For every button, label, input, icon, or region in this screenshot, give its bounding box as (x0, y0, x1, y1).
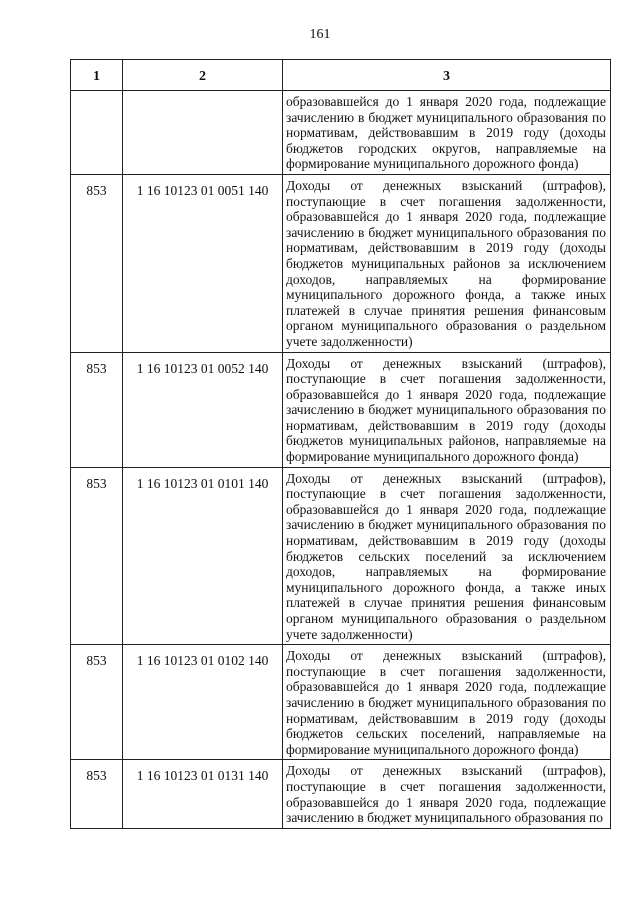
header-col-2: 2 (123, 60, 283, 91)
table-row (71, 645, 611, 760)
budget-code-cell: 1 16 10123 01 0101 140 (123, 467, 283, 645)
admin-code-cell: 853 (71, 760, 123, 828)
table-row (71, 760, 611, 828)
page-number: 161 (309, 27, 331, 42)
income-codes-table (70, 59, 611, 829)
description-cell: Доходы от денежных взысканий (штрафов), поступающие в счет погашения задолженности, образовавшейся до 1 января 2020 года, подлежащие зачислению в бюджет муниципального образования по нормативам, действовавшим в 2019 году (доходы бюджетов сельских поселений, направляемые на формирование муниципального дорожного фонда) (283, 645, 611, 760)
admin-code-cell: 853 (71, 352, 123, 467)
description-cell: образовавшейся до 1 января 2020 года, подлежащие зачислению в бюджет муниципального образования по нормативам, действовавшим в 2019 году (доходы бюджетов городских округов, направляемые на формирование муниципального дорожного фонда) (283, 91, 611, 175)
header-col-3: 3 (283, 60, 611, 91)
description-cell: Доходы от денежных взысканий (штрафов), поступающие в счет погашения задолженности, образовавшейся до 1 января 2020 года, подлежащие зачислению в бюджет муниципального образования по (283, 760, 611, 828)
table-row (71, 467, 611, 645)
table-header-row (71, 60, 611, 91)
description-cell: Доходы от денежных взысканий (штрафов), поступающие в счет погашения задолженности, образовавшейся до 1 января 2020 года, подлежащие зачислению в бюджет муниципального образования по нормативам, действовавшим в 2019 году (доходы бюджетов сельских поселений за исключением доходов, направляемых на формирование муниципального дорожного фонда, а также иных платежей в случае принятия решения финансовым органом муниципального образования о раздельном учете задолженности) (283, 467, 611, 645)
description-cell: Доходы от денежных взысканий (штрафов), поступающие в счет погашения задолженности, образовавшейся до 1 января 2020 года, подлежащие зачислению в бюджет муниципального образования по нормативам, действовавшим в 2019 году (доходы бюджетов муниципальных районов, направляемые на формирование муниципального дорожного фонда) (283, 352, 611, 467)
table-row (71, 91, 611, 175)
budget-code-cell: 1 16 10123 01 0051 140 (123, 174, 283, 352)
budget-code-cell: 1 16 10123 01 0052 140 (123, 352, 283, 467)
admin-code-cell (71, 91, 123, 175)
table-row (71, 174, 611, 352)
budget-code-cell: 1 16 10123 01 0102 140 (123, 645, 283, 760)
description-cell: Доходы от денежных взысканий (штрафов), поступающие в счет погашения задолженности, образовавшейся до 1 января 2020 года, подлежащие зачислению в бюджет муниципального образования по нормативам, действовавшим в 2019 году (доходы бюджетов муниципальных районов за исключением доходов, направляемых на формирование муниципального дорожного фонда, а также иных платежей в случае принятия решения финансовым органом муниципального образования о раздельном учете задолженности) (283, 174, 611, 352)
table-row (71, 352, 611, 467)
budget-code-cell: 1 16 10123 01 0131 140 (123, 760, 283, 828)
admin-code-cell: 853 (71, 467, 123, 645)
admin-code-cell: 853 (71, 174, 123, 352)
budget-code-cell (123, 91, 283, 175)
header-col-1: 1 (71, 60, 123, 91)
admin-code-cell: 853 (71, 645, 123, 760)
